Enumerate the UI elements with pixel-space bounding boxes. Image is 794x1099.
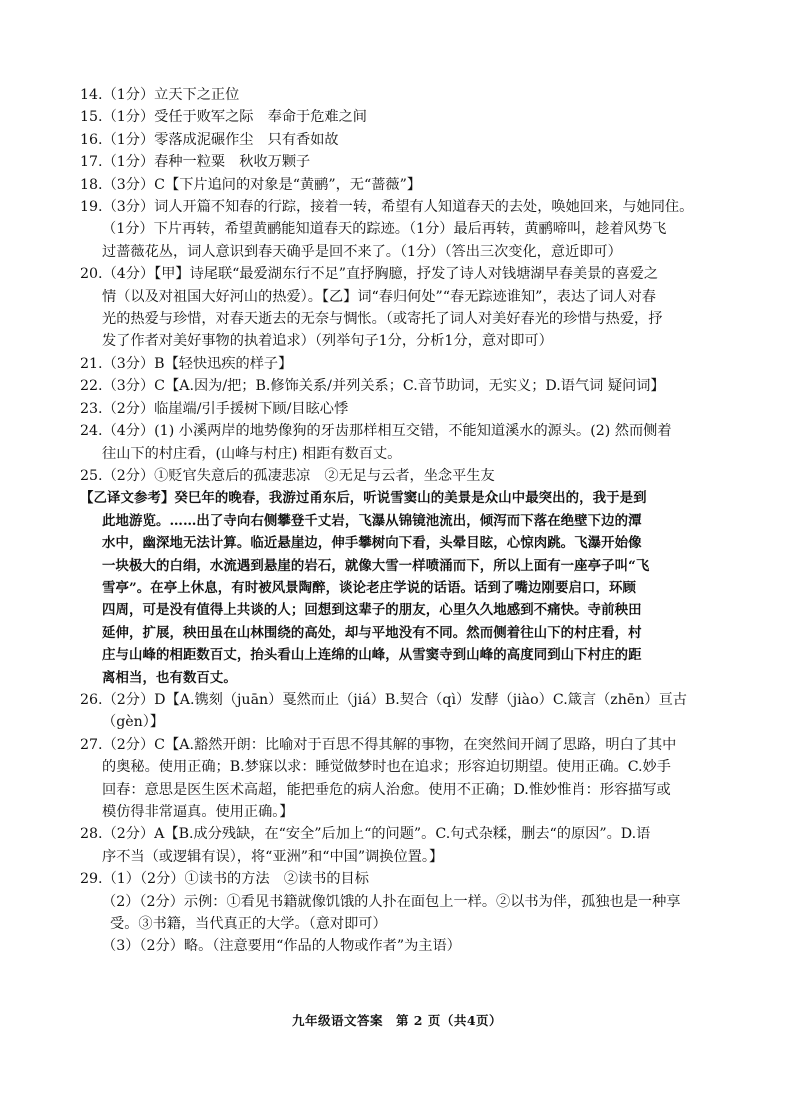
text-line: （2）（2分）示例：①看见书籍就像饥饿的人扑在面包上一样。②以书为伴，孤独也是一种享 [102,893,681,910]
text-line: 18.（3分）C【下片追问的对象是“黄鹂”，无“蔷薇”】 [80,176,422,193]
text-line: 21.（3分）B【轻快迅疾的样子】 [80,355,293,372]
text-line: 20.（4分）【甲】诗尾联“最爱湖东行不足”直抒胸臆，抒发了诗人对钱塘湖早春美景的喜爱之 [80,266,659,283]
text-line: （gèn）】 [102,714,165,731]
text-line: 序不当（或逻辑有误），将“亚洲”和“中国”调换位置。】 [102,848,444,865]
text-line: 28.（2分）A【B.成分残缺，在“安全”后加上“的问题”。C.句式杂糅，删去“的原因”。D.语 [80,826,651,843]
page-footer: 九年级语文答案 第 2 页（共4页） [291,1013,503,1028]
text-line: 过蔷薇花丛，词人意识到春天确乎是回不来了。（1分）（答出三次变化，意近即可） [102,243,622,260]
text-line: 模仿得非常逼真。使用正确。】 [102,804,294,820]
text-line: 雪亭”。在亭上休息，有时被风景陶醉，谈论老庄学说的话语。话到了嘴边刚要启口，环顾 [102,579,636,596]
text-line: 24.（4分）(1) 小溪两岸的地势像狗的牙齿那样相互交错，不能知道溪水的源头。(2) 然而侧着 [80,423,672,440]
text-line: 26.（2分）D【A.镌刻（juān）戛然而止（jiá）B.契合（qì）发酵（jiào）C.箴言（zhēn）亘古 [80,691,687,708]
text-line: 一块极大的白绢，水流遇到悬崖的岩石，就像大雪一样喷涌而下，所以上面有一座亭子叫“飞 [102,557,650,574]
text-line: 【乙译文参考】癸巳年的晚春，我游过甬东后，听说雪窦山的美景是众山中最突出的，我于是到 [80,490,647,507]
text-line: 延伸，扩展，秧田虽在山林围绕的高处，却与平地没有不同。然而侧着往山下的村庄看，村 [102,624,642,641]
text-line: 光的热爱与珍惜，对春天逝去的无奈与惆怅。（或寄托了词人对美好春光的珍惜与热爱，抒 [102,311,663,328]
text-line: 23.（2分）临崖端/引手援树下顾/目眩心悸 [80,400,349,417]
text-line: 19.（3分）词人开篇不知春的行踪，接着一转，希望有人知道春天的去处，唤她回来，与她同住。 [80,199,694,216]
text-line: 往山下的村庄看，(山峰与村庄) 相距有数百丈。 [102,445,402,462]
text-line: 27.（2分）C【A.豁然开朗：比喻对于百思不得其解的事物，在突然间开阔了思路，明白了其中 [80,736,677,753]
text-line: 的奥秘。使用正确；B.梦寐以求：睡觉做梦时也在追求；形容迫切期望。使用正确。C.妙手 [102,759,671,776]
text-line: 17.（1分）春种一粒粟 秋收万颗子 [80,154,311,171]
answer-content [80,84,730,958]
text-line: 发了作者对美好事物的执着追求）（列举句子1分，分析1分，意对即可） [102,333,553,350]
text-line: 22.（3分）C【A.因为/把；B.修饰关系/并列关系；C.音节助词，无实义；D.语气词 疑问词】 [80,378,665,395]
text-line: 25.（2分）①贬官失意后的孤凄悲凉 ②无足与云者，坐念平生友 [80,467,495,484]
text-line: 四周，可是没有值得上共谈的人；回想到这辈子的朋友，心里久久地感到不痛快。寺前秧田 [102,602,642,619]
text-line: 受。③书籍，当代真正的大学。（意对即可） [110,916,387,933]
text-line: 水中，幽深地无法计算。临近悬崖边，伸手攀树向下看，头晕目眩，心惊肉跳。飞瀑开始像 [102,535,642,552]
text-line: 29.（1）（2分）①读书的方法 ②读书的目标 [80,871,369,888]
text-line: 离相当，也有数百丈。 [102,669,237,686]
text-line: 15.（1分）受任于败军之际 奉命于危难之间 [80,109,367,126]
text-line: （1分）下片再转，希望黄鹂能知道春天的踪迹。（1分）最后再转，黄鹂啼叫，趁着风势飞 [102,221,667,238]
text-line: （3）（2分）略。（注意要用“作品的人物或作者”为主语） [102,938,461,955]
text-line: 16.（1分）零落成泥碾作尘 只有香如故 [80,131,339,148]
text-line: 回春：意思是医生医术高超，能把垂危的病人治愈。使用不正确；D.惟妙惟肖：形容描写或 [102,781,671,798]
text-line: 此地游览。……出了寺向右侧攀登千丈岩，飞瀑从锦镜池流出，倾泻而下落在绝壁下边的潭 [102,512,642,529]
text-line: 庄与山峰的相距数百丈，抬头看山上连绵的山峰，从雪窦寺到山峰的高度同到山下村庄的距 [102,647,642,664]
text-line: 14.（1分）立天下之正位 [80,87,240,103]
text-line: 情（以及对祖国大好河山的热爱）。【乙】词“春归何处”“春无踪迹谁知”，表达了词人对春 [102,288,656,305]
